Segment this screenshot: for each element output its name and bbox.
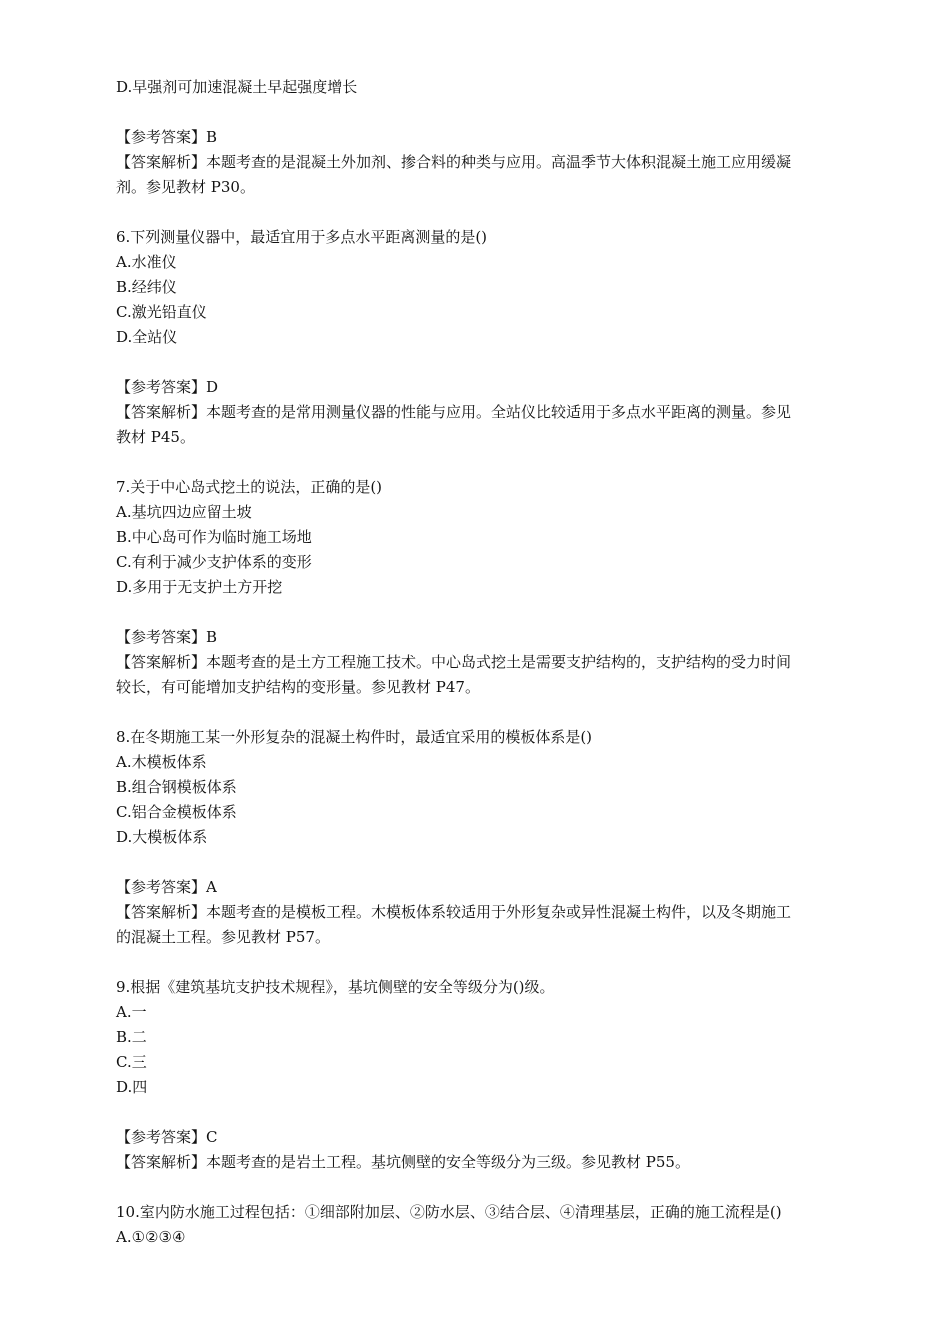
option-a: A.水准仪 [116,253,177,271]
question-stem: 9.根据《建筑基坑支护技术规程》，基坑侧壁的安全等级分为()级。 [116,978,555,996]
option-d: D.全站仪 [116,328,178,346]
q5-answer: 【参考答案】B [116,128,218,146]
answer: 【参考答案】B [116,628,218,646]
option-c: C.三 [116,1053,147,1071]
option-b: B.二 [116,1028,147,1046]
question-9 [116,975,876,1175]
option-c: C.激光铅直仪 [116,303,207,321]
analysis-line-2: 教材 P45。 [116,428,195,446]
analysis-line-1: 【答案解析】本题考查的是常用测量仪器的性能与应用。全站仪比较适用于多点水平距离的测量。参见 [116,403,792,421]
option-d: D.多用于无支护土方开挖 [116,578,283,596]
question-stem: 10.室内防水施工过程包括：①细部附加层、②防水层、③结合层、④清理基层，正确的施工流程是() [116,1203,782,1221]
analysis-line-1: 【答案解析】本题考查的是模板工程。木模板体系较适用于外形复杂或异性混凝土构件，以及冬期施工 [116,903,792,921]
question-10 [116,1200,876,1250]
analysis-line-2: 较长，有可能增加支护结构的变形量。参见教材 P47。 [116,678,480,696]
question-stem: 7.关于中心岛式挖土的说法，正确的是() [116,478,383,496]
analysis-line-1: 【答案解析】本题考查的是岩土工程。基坑侧壁的安全等级分为三级。参见教材 P55。 [116,1153,690,1171]
question-6 [116,225,876,450]
q5-analysis-line-1: 【答案解析】本题考查的是混凝土外加剂、掺合料的种类与应用。高温季节大体积混凝土施工应用缓凝 [116,153,792,171]
analysis-line-1: 【答案解析】本题考查的是土方工程施工技术。中心岛式挖土是需要支护结构的，支护结构的受力时间 [116,653,792,671]
question-stem: 6.下列测量仪器中，最适宜用于多点水平距离测量的是() [116,228,488,246]
option-b: B.组合钢模板体系 [116,778,237,796]
q5-analysis-line-2: 剂。参见教材 P30。 [116,178,255,196]
question-7 [116,475,876,700]
option-a: A.①②③④ [116,1228,186,1246]
option-d: D.大模板体系 [116,828,208,846]
option-a: A.木模板体系 [116,753,207,771]
question-stem: 8.在冬期施工某一外形复杂的混凝土构件时，最适宜采用的模板体系是() [116,728,593,746]
option-b: B.中心岛可作为临时施工场地 [116,528,312,546]
question-8 [116,725,876,950]
answer: 【参考答案】A [116,878,217,896]
option-a: A.一 [116,1003,147,1021]
document-page [116,0,876,1250]
analysis-line-2: 的混凝土工程。参见教材 P57。 [116,928,330,946]
q5-option-d: D.早强剂可加速混凝土早起强度增长 [116,78,358,96]
option-d: D.四 [116,1078,148,1096]
option-c: C.铝合金模板体系 [116,803,237,821]
option-c: C.有利于减少支护体系的变形 [116,553,312,571]
option-a: A.基坑四边应留土坡 [116,503,252,521]
answer: 【参考答案】C [116,1128,218,1146]
option-b: B.经纬仪 [116,278,177,296]
answer: 【参考答案】D [116,378,219,396]
